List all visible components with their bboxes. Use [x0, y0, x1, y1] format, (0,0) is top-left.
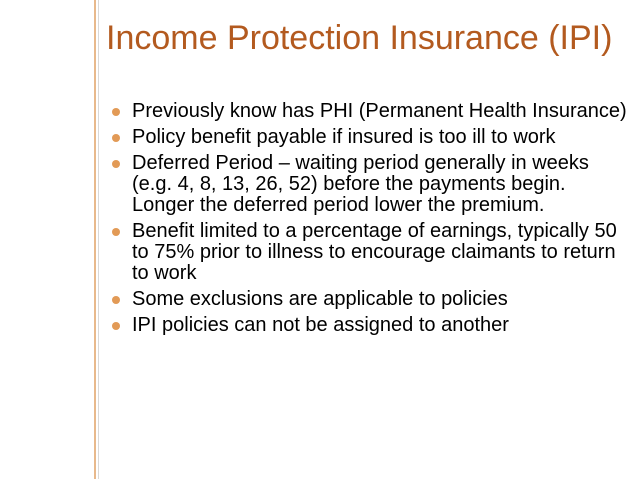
bullet-dot-icon: [112, 322, 120, 330]
bullet-item: [110, 289, 630, 310]
bullet-text: IPI policies can not be assigned to another: [132, 314, 509, 336]
bullet-item: [110, 127, 630, 148]
bullet-text: Deferred Period – waiting period generally in weeks (e.g. 4, 8, 13, 26, 52) before the payments begin. Longer the deferred period lower the premium.: [132, 152, 589, 216]
bullet-item: [110, 153, 630, 216]
bullet-text: Benefit limited to a percentage of earnings, typically 50 to 75% prior to illness to encourage claimants to return to work: [132, 220, 617, 284]
bullet-dot-icon: [112, 134, 120, 142]
bullet-item: [110, 221, 630, 284]
slide-title: Income Protection Insurance (IPI): [106, 19, 613, 57]
bullet-dot-icon: [112, 108, 120, 116]
bullet-dot-icon: [112, 228, 120, 236]
bullet-list: [110, 101, 630, 341]
bullet-text: Policy benefit payable if insured is too ill to work: [132, 126, 556, 148]
bullet-dot-icon: [112, 296, 120, 304]
bullet-item: [110, 101, 630, 122]
bullet-text: Some exclusions are applicable to policies: [132, 288, 508, 310]
bullet-dot-icon: [112, 160, 120, 168]
divider-rule: [98, 0, 99, 479]
accent-rule: [94, 0, 96, 479]
bullet-item: [110, 315, 630, 336]
bullet-text: Previously know has PHI (Permanent Health Insurance): [132, 100, 627, 122]
